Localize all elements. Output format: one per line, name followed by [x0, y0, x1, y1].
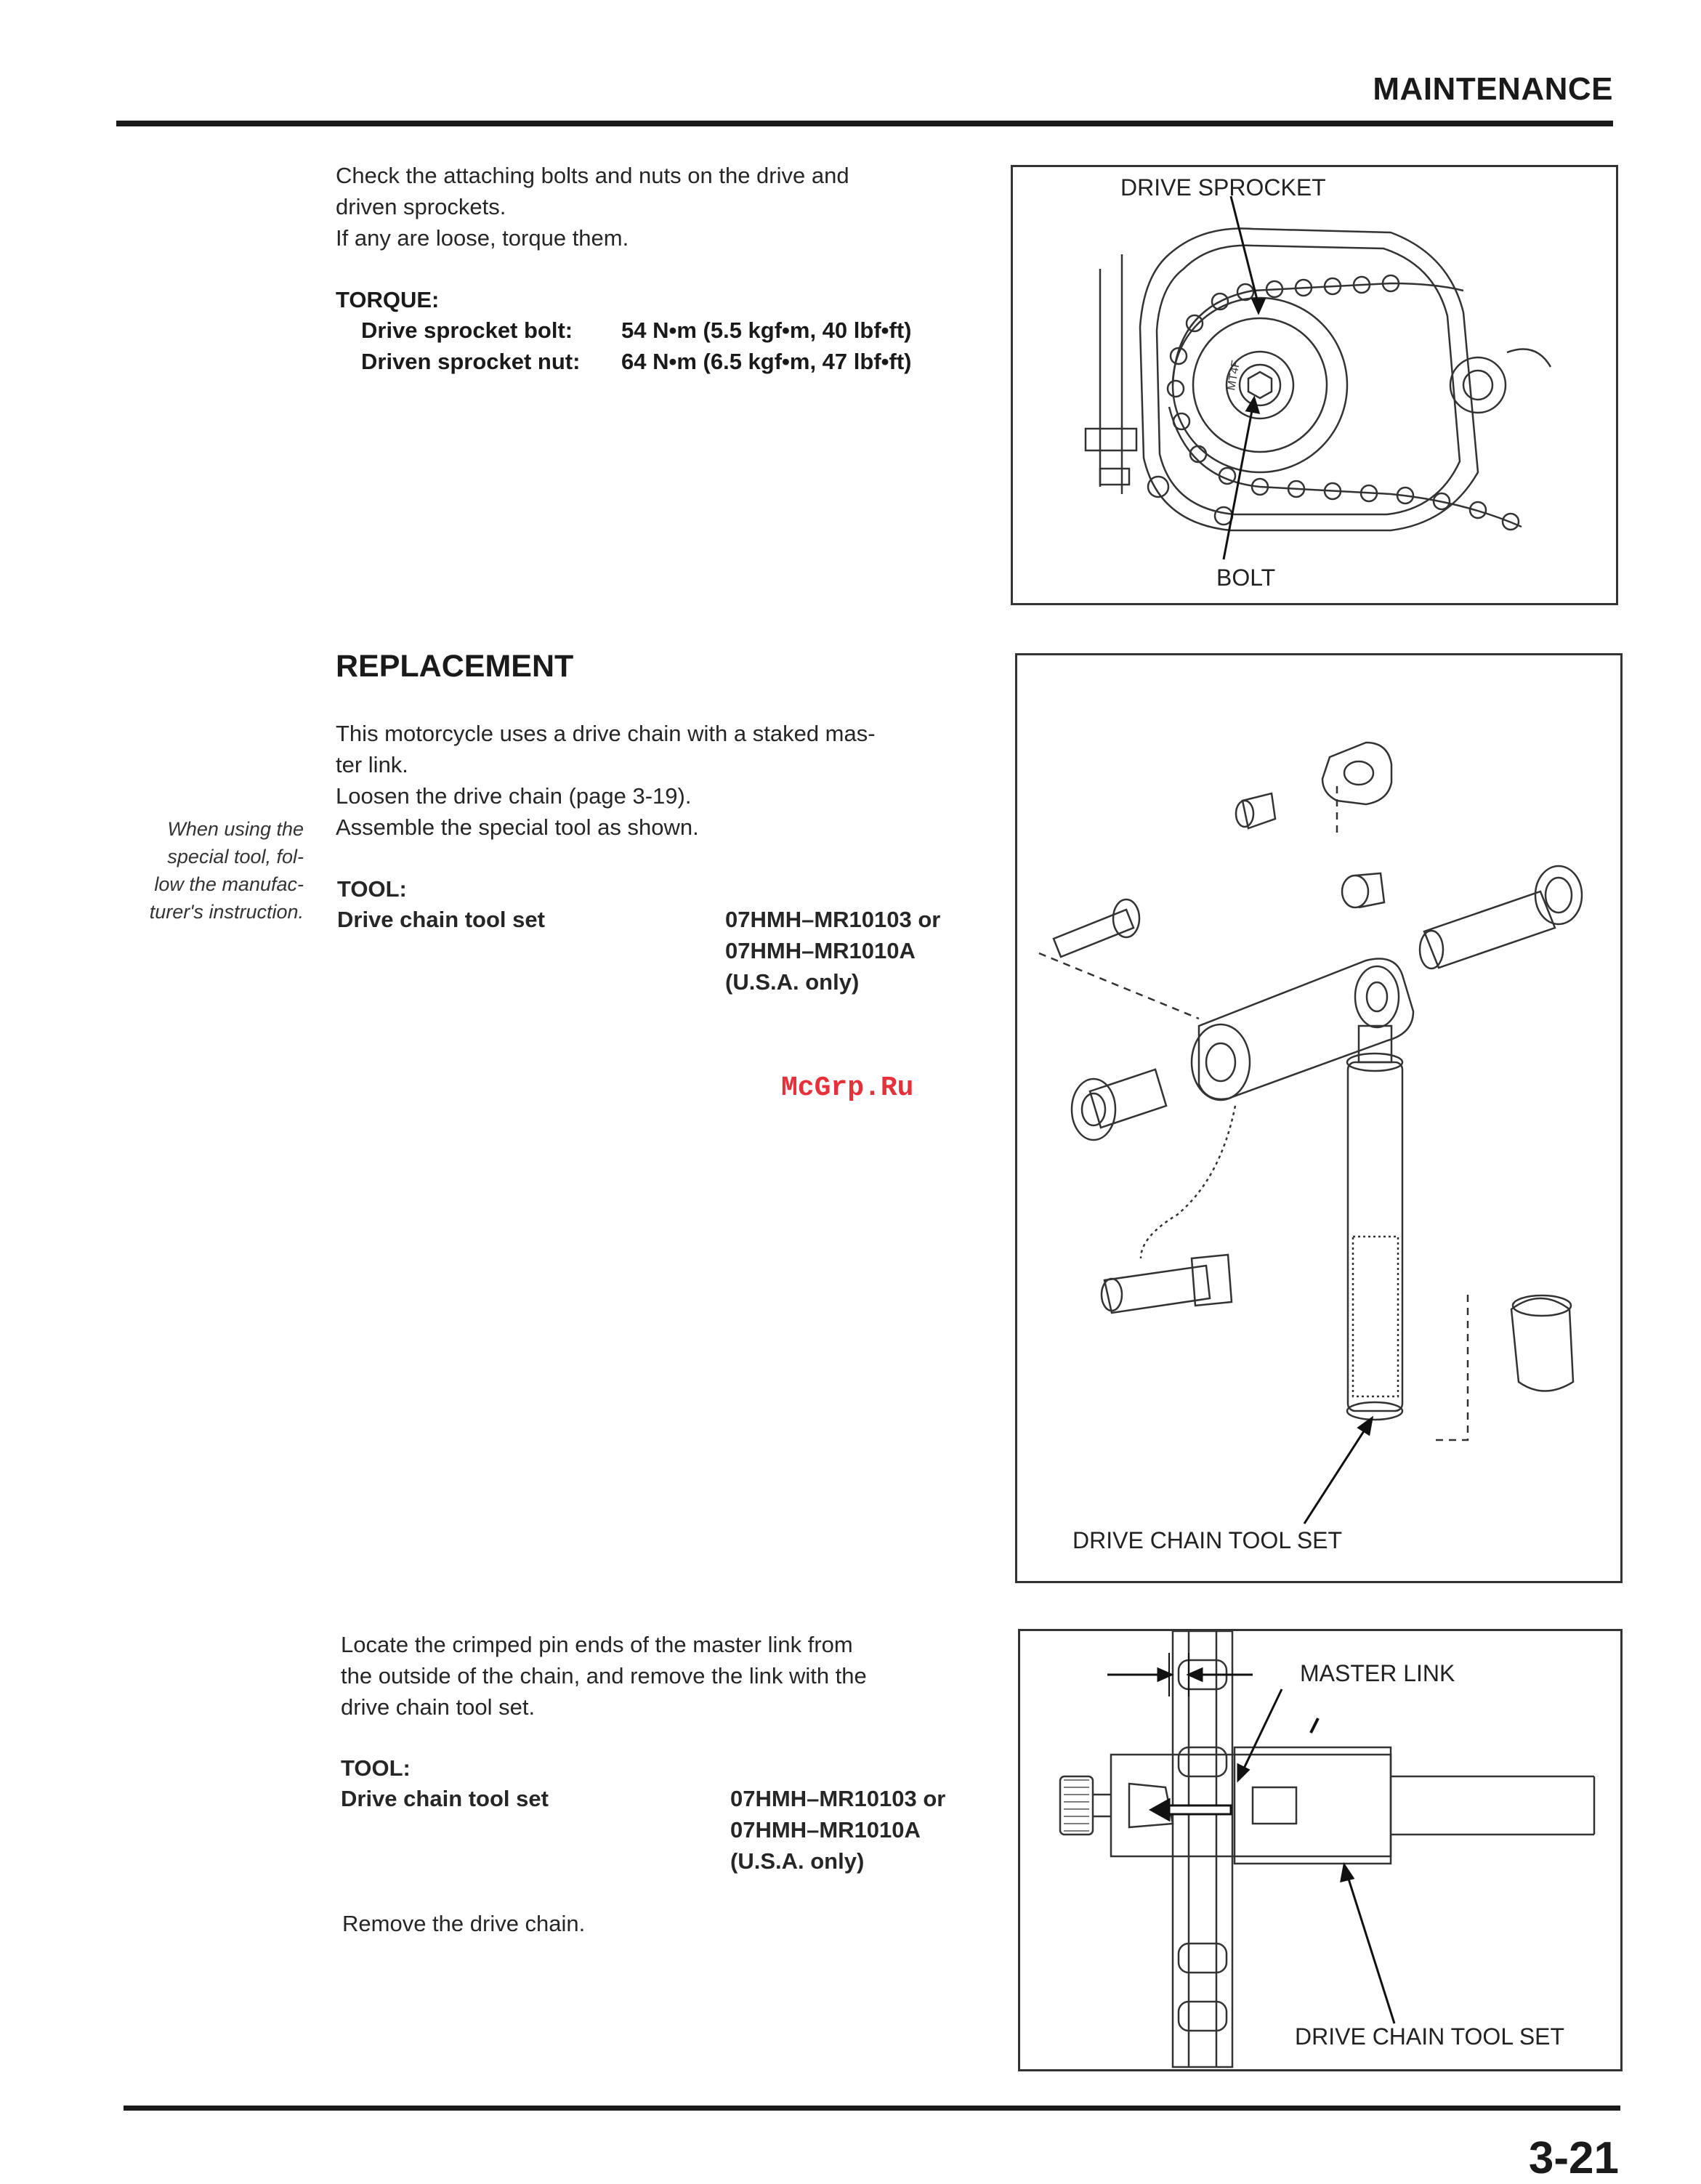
sprocket-stamp: MT4F — [1225, 359, 1243, 392]
torque-value: 64 N•m (6.5 kgf•m, 47 lbf•ft) — [621, 349, 912, 374]
label-drive-chain-tool-set: DRIVE CHAIN TOOL SET — [1295, 2023, 1565, 2050]
tool-label: TOOL: — [341, 1755, 411, 1781]
side-note-line: When using the — [167, 818, 304, 840]
side-note-line: special tool, fol- — [167, 846, 304, 867]
sprocket-intro-line: driven sprockets. — [336, 194, 506, 219]
tool-number-line: 07HMH–MR10103 or — [725, 907, 941, 932]
sprocket-intro-line: If any are loose, torque them. — [336, 225, 629, 251]
figure-master-link — [1018, 1629, 1623, 2071]
master-link-line: Locate the crimped pin ends of the master link from — [341, 1632, 853, 1657]
footer-rule — [124, 2106, 1620, 2111]
master-link-text — [341, 1629, 995, 1723]
torque-item: Drive sprocket bolt: — [361, 318, 573, 343]
remove-chain-line: Remove the drive chain. — [342, 1911, 586, 1936]
figure-drive-sprocket — [1011, 165, 1618, 605]
label-drive-sprocket: DRIVE SPROCKET — [1120, 174, 1326, 201]
label-drive-chain-tool-set: DRIVE CHAIN TOOL SET — [1072, 1527, 1343, 1553]
tool-number-line: (U.S.A. only) — [730, 1848, 865, 1874]
tool-number-line: (U.S.A. only) — [725, 969, 860, 995]
tool-numbers — [725, 904, 940, 998]
replacement-text — [336, 718, 990, 843]
torque-label: TORQUE: — [336, 287, 440, 312]
replacement-line: Assemble the special tool as shown. — [336, 814, 699, 840]
page-number: 3-21 — [1528, 2133, 1619, 2183]
replacement-heading: REPLACEMENT — [336, 649, 574, 684]
side-note-line: turer's instruction. — [149, 901, 304, 923]
master-link-illustration — [1020, 1631, 1620, 2069]
toolset-illustration — [1017, 655, 1620, 1581]
tool-number-line: 07HMH–MR10103 or — [730, 1786, 946, 1811]
watermark: McGrp.Ru — [781, 1072, 914, 1104]
side-note — [108, 815, 304, 926]
sprocket-illustration — [1013, 167, 1616, 603]
replacement-line: ter link. — [336, 752, 408, 777]
figure-drive-chain-tool-set — [1015, 653, 1623, 1583]
page-section-title: MAINTENANCE — [1373, 71, 1613, 107]
tool-name: Drive chain tool set — [337, 907, 545, 932]
side-note-line: low the manufac- — [154, 873, 304, 895]
tool-number-line: 07HMH–MR1010A — [725, 938, 916, 963]
tool-label: TOOL: — [337, 876, 407, 902]
replacement-line: This motorcycle uses a drive chain with a staked mas- — [336, 721, 876, 746]
label-bolt: BOLT — [1216, 565, 1276, 591]
sprocket-intro-line: Check the attaching bolts and nuts on the drive and — [336, 163, 849, 188]
sprocket-intro — [336, 160, 990, 254]
master-link-line: drive chain tool set. — [341, 1694, 536, 1720]
replacement-line: Loosen the drive chain (page 3-19). — [336, 783, 692, 809]
master-link-line: the outside of the chain, and remove the link with the — [341, 1663, 867, 1688]
tool-numbers — [730, 1783, 945, 1877]
torque-value: 54 N•m (5.5 kgf•m, 40 lbf•ft) — [621, 318, 912, 343]
tool-number-line: 07HMH–MR1010A — [730, 1817, 921, 1843]
tool-name: Drive chain tool set — [341, 1786, 549, 1811]
header-rule — [116, 121, 1613, 126]
torque-item: Driven sprocket nut: — [361, 349, 581, 374]
label-master-link: MASTER LINK — [1300, 1660, 1455, 1686]
